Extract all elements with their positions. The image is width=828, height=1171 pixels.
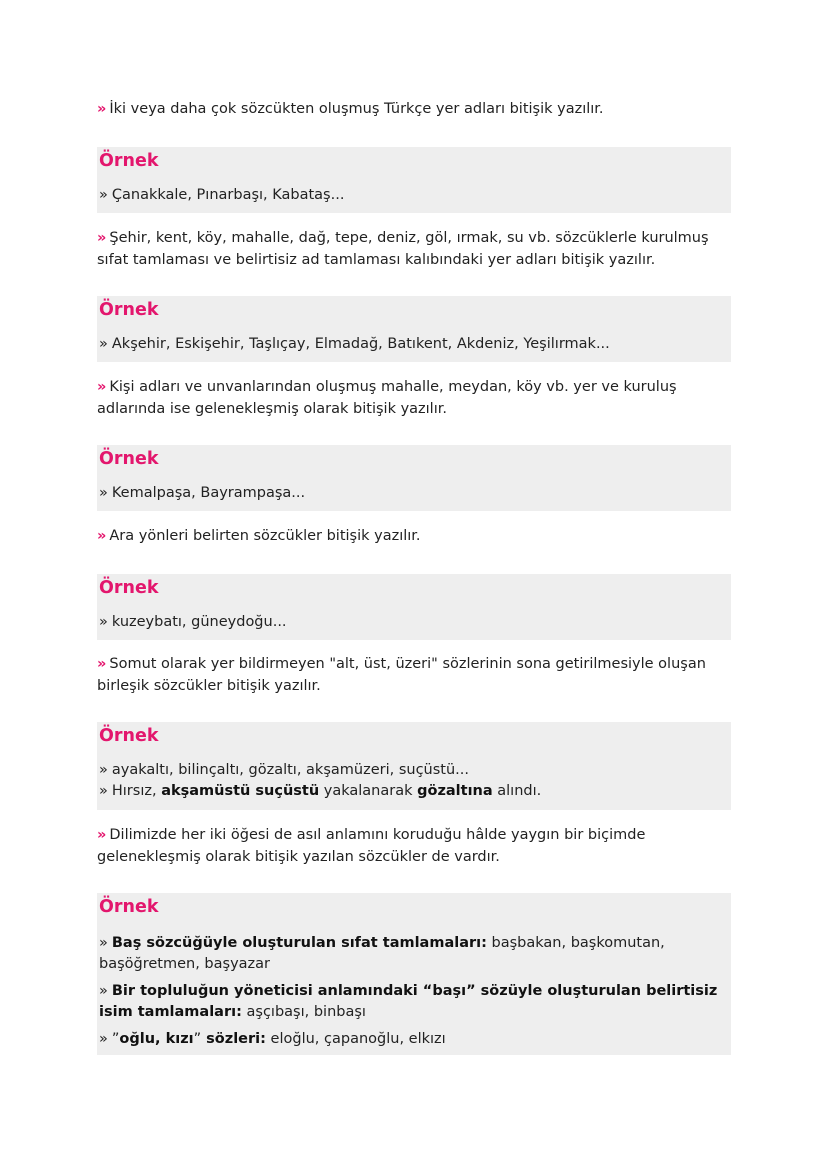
example-box <box>97 722 731 810</box>
example-title: Örnek <box>99 897 159 917</box>
rule-text: » Ara yönleri belirten sözcükler bitişik yazılır. <box>97 528 421 544</box>
rule-text: » Somut olarak yer bildirmeyen "alt, üst, üzeri" sözlerinin sona getirilmesiyle oluşan birleşik sözcükler bitişik yazılır. <box>97 656 706 694</box>
bullet-mark: » <box>97 379 107 395</box>
example-box <box>97 296 731 362</box>
example-item: » Baş sözcüğüyle oluşturulan sıfat tamlamaları: başbakan, başkomutan, başöğretmen, başyazar <box>99 935 665 972</box>
bullet-mark: » <box>97 827 107 843</box>
example-line: » Hırsız, akşamüstü suçüstü yakalanarak gözaltına alındı. <box>99 783 542 799</box>
example-title: Örnek <box>99 578 159 598</box>
example-box <box>97 893 731 1055</box>
example-line: » Akşehir, Eskişehir, Taşlıçay, Elmadağ, Batıkent, Akdeniz, Yeşilırmak... <box>99 336 610 352</box>
example-line: » kuzeybatı, güneydoğu... <box>99 614 287 630</box>
rule-text: » Dilimizde her iki öğesi de asıl anlamını koruduğu hâlde yaygın bir biçimde gelenekleşmiş olarak bitişik yazılan sözcükler de vardır. <box>97 827 646 865</box>
example-title: Örnek <box>99 726 159 746</box>
example-title: Örnek <box>99 449 159 469</box>
example-line: » ayakaltı, bilinçaltı, gözaltı, akşamüzeri, suçüstü... <box>99 762 469 778</box>
rule-text: » Kişi adları ve unvanlarından oluşmuş mahalle, meydan, köy vb. yer ve kuruluş adlarında ise gelenekleşmiş olarak bitişik yazılır. <box>97 379 677 417</box>
example-title: Örnek <box>99 300 159 320</box>
rule-text: » Şehir, kent, köy, mahalle, dağ, tepe, deniz, göl, ırmak, su vb. sözcüklerle kurulmuş sıfat tamlaması ve belirtisiz ad tamlaması kalıbındaki yer adları bitişik yazılır. <box>97 230 709 268</box>
example-box <box>97 147 731 213</box>
example-item: » ”oğlu, kızı” sözleri: eloğlu, çapanoğlu, elkızı <box>99 1031 446 1047</box>
example-box <box>97 574 731 640</box>
example-line: » Kemalpaşa, Bayrampaşa... <box>99 485 306 501</box>
bullet-mark: » <box>97 656 107 672</box>
bullet-mark: » <box>97 528 107 544</box>
bullet-mark: » <box>97 230 107 246</box>
example-title: Örnek <box>99 151 159 171</box>
rule-text: » İki veya daha çok sözcükten oluşmuş Türkçe yer adları bitişik yazılır. <box>97 101 604 117</box>
example-item: » Bir topluluğun yöneticisi anlamındaki “başı” sözüyle oluşturulan belirtisiz isim tamlamaları: aşçıbaşı, binbaşı <box>99 983 718 1020</box>
example-line: » Çanakkale, Pınarbaşı, Kabataş... <box>99 187 345 203</box>
bullet-mark: » <box>97 101 107 117</box>
example-box <box>97 445 731 511</box>
